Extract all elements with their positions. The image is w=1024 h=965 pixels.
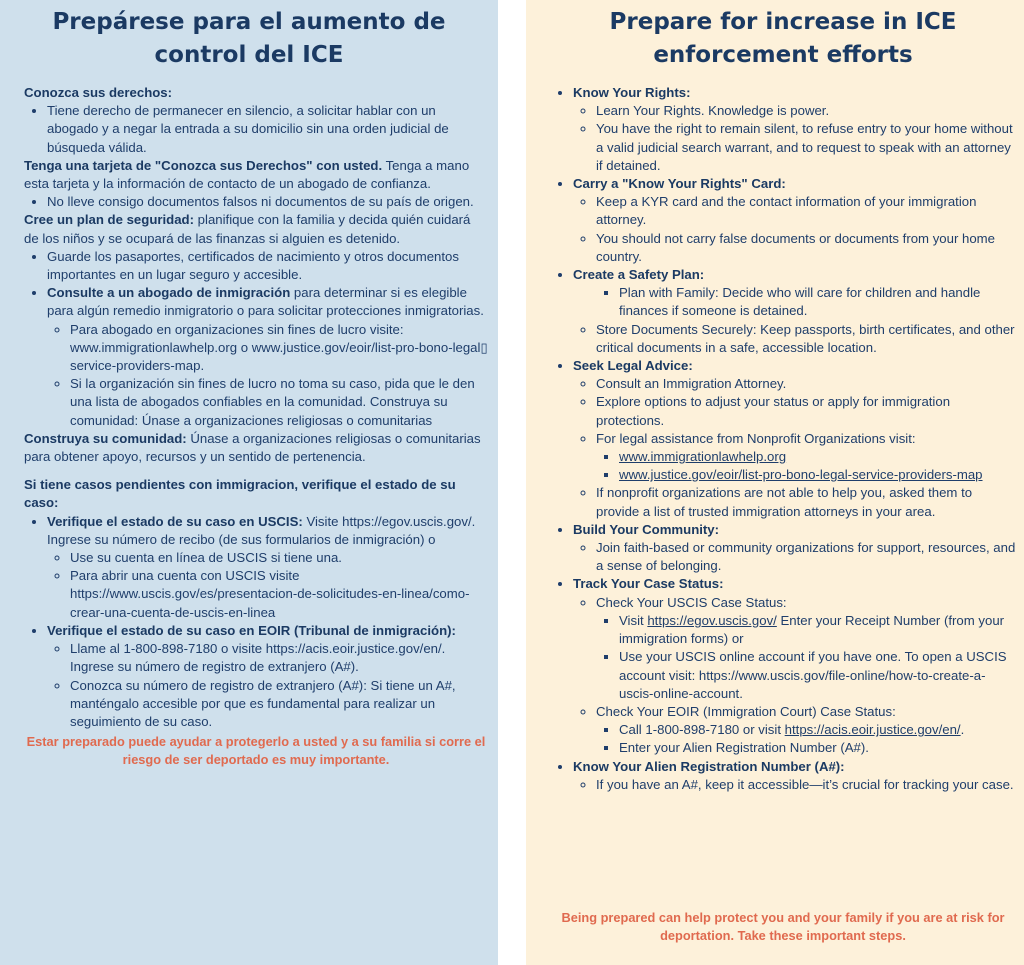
spanish-warning: Estar preparado puede ayudar a protegerlo a usted y a su familia si corre el riesgo de ser deportado es muy importante. [26, 734, 486, 768]
list-item [619, 466, 1016, 484]
list-item: ▪ Visit https://egov.uscis.gov/ Enter your Receipt Number (from your immigration forms) or [619, 612, 1016, 648]
list-item: ◦ Keep a KYR card and the contact information of your immigration attorney. [596, 193, 1016, 229]
list-item: • Verifique el estado de su caso en USCIS: Visite https://egov.uscis.gov/. Ingrese su número de recibo (de sus formularios de inmigración) o ◦ Use su cuenta en línea de USCIS si tiene una. ◦ Para abrir una cuenta con USCIS visite https://www.uscis.gov/es/presentacion-de-solicitudes-en-linea/como-crear-una-cuenta-de-uscis-en-linea [47, 513, 488, 622]
section-community: • Build Your Community: ◦ Join faith-based or community organizations for support, resources, and a sense of belonging. [573, 521, 1016, 576]
list-item: ◦ Check Your EOIR (Immigration Court) Case Status: ▪ Call 1-800-898-7180 or visit https://acis.eoir.justice.gov/en/. ▪ Enter your Alien Registration Number (A#). [596, 703, 1016, 758]
list-item: ▪ Enter your Alien Registration Number (A#). [619, 739, 1016, 757]
section-safety-plan: • Create a Safety Plan: ▪ Plan with Family: Decide who will care for children and handle finances if someone is detained. ◦ Store Documents Securely: Keep passports, birth certificates, and other critical documents in a safe, accessible location. [573, 266, 1016, 357]
list-item: • Consulte a un abogado de inmigración para determinar si es elegible para algún remedio inmigratorio o para solicitar protecciones inmigratorias. ◦ Para abogado en organizaciones sin fines de lucro visite: www.immigrationlawhelp.org o www.justice.gov/eoir/list-pro-bono-legal▯ service-providers-map. ◦ Si la organización sin fines de lucro no toma su caso, pida que le den una lista de abogados confiables en la comunidad. Construya su comunidad: Únase a organizaciones religiosas o comunitarias [47, 284, 488, 430]
list-item: ◦ You have the right to remain silent, to refuse entry to your home without a valid judicial search warrant, and to request to speak with an attorney if detained. [596, 120, 1016, 175]
kyr-card-paragraph: Tenga una tarjeta de "Conozca sus Derechos" con usted. Tenga a mano esta tarjeta y la información de contacto de un abogado de confianza. [24, 157, 470, 192]
justice-gov-link[interactable]: www.justice.gov/eoir/list-pro-bono-legal-service-providers-map [619, 467, 983, 483]
list-item: ◦ If you have an A#, keep it accessible—it’s crucial for tracking your case. [596, 776, 1016, 794]
list-item: ◦ Check Your USCIS Case Status: ▪ Visit https://egov.uscis.gov/ Enter your Receipt Number (from your immigration forms) or ▪ Use your USCIS online account if you have one. To open a USCIS account visit: https://www.uscis.gov/file-online/how-to-create-a-uscis-online-account. [596, 594, 1016, 703]
list-item: ◦ Consult an Immigration Attorney. [596, 375, 1016, 393]
list-item: ▪ Plan with Family: Decide who will care for children and handle finances if someone is detained. [619, 284, 1016, 320]
list-item: ◦ For legal assistance from Nonprofit Organizations visit: ▪ www.immigrationlawhelp.org ▪ www.justice.gov/eoir/list-pro-bono-legal-service-providers-map [596, 430, 1016, 485]
list-item: ◦ Para abogado en organizaciones sin fines de lucro visite: www.immigrationlawhelp.org o www.justice.gov/eoir/list-pro-bono-legal▯ service-providers-map. [70, 321, 488, 376]
section-know-rights: • Know Your Rights: ◦ Learn Your Rights. Knowledge is power. ◦ You have the right to remain silent, to refuse entry to your home without a valid judicial search warrant, and to request to speak with an attorney if detained. [573, 84, 1016, 175]
section-case-status: • Track Your Case Status: ◦ Check Your USCIS Case Status: ▪ Visit https://egov.uscis.gov/ Enter your Receipt Number (from your immigration forms) or ▪ Use your USCIS online account if you have one. To open a USCIS account visit: https://www.uscis.gov/file-online/how-to-create-a-uscis-online-account. ◦ Check Your EOIR (Immigration Court) Case Status: ▪ Call 1-800-898-7180 or visit https://acis.eoir.justice.gov/en/. ▪ Enter your Alien Registration Number (A#). [573, 575, 1016, 757]
english-title: Prepare for increase in ICE enforcement efforts [609, 9, 957, 68]
immigrationlawhelp-link[interactable]: www.immigrationlawhelp.org [619, 449, 787, 465]
list-item: ◦ If nonprofit organizations are not able to help you, asked them to provide a list of trusted immigration attorneys in your area. [596, 484, 1016, 520]
section-alien-number: • Know Your Alien Registration Number (A#): ◦ If you have an A#, keep it accessible—it’s crucial for tracking your case. [573, 758, 1016, 794]
list-item: • Verifique el estado de su caso en EOIR (Tribunal de inmigración): ◦ Llame al 1-800-898-7180 o visite https://acis.eoir.justice.gov/en/. Ingrese su número de registro de extranjero (A#). ◦ Conozca su número de registro de extranjero (A#): Si tiene un A#, manténgalo accesible por que es fundamental para realizar un seguimiento de su caso. [47, 622, 488, 731]
list-item [619, 448, 1016, 466]
list-item: ◦ Learn Your Rights. Knowledge is power. [596, 102, 1016, 120]
list-item: ▪ Call 1-800-898-7180 or visit https://acis.eoir.justice.gov/en/. [619, 721, 1016, 739]
list-item: ▪ Use your USCIS online account if you have one. To open a USCIS account visit: https://www.uscis.gov/file-online/how-to-create-a-uscis-online-account. [619, 648, 1016, 703]
list-item: ◦ Llame al 1-800-898-7180 o visite https://acis.eoir.justice.gov/en/. Ingrese su número de registro de extranjero (A#). [70, 640, 488, 676]
pending-cases-heading: Si tiene casos pendientes con immigracion, verifique el estado de su caso: [24, 477, 456, 511]
list-item: ◦ Explore options to adjust your status or apply for immigration protections. [596, 393, 1016, 429]
spanish-title: Prepárese para el aumento de control del ICE [52, 9, 446, 68]
english-warning: Being prepared can help protect you and your family if you are at risk for deportation. Take these important steps. [561, 910, 1005, 943]
english-panel [526, 0, 1024, 965]
list-item: ◦ Si la organización sin fines de lucro no toma su caso, pida que le den una lista de abogados confiables en la comunidad. Construya su comunidad: Únase a organizaciones religiosas o comunitarias [70, 375, 488, 430]
list-item: ◦ Para abrir una cuenta con USCIS visite https://www.uscis.gov/es/presentacion-de-solicitudes-en-linea/como-crear-una-cuenta-de-uscis-en-linea [70, 567, 488, 622]
list-item: ◦ You should not carry false documents or documents from your home country. [596, 230, 1016, 266]
safety-plan-paragraph: Cree un plan de seguridad: planifique con la familia y decida quién cuidará de los niños y se ocupará de las finanzas si alguien es detenido. [24, 212, 471, 246]
acis-eoir-link[interactable]: https://acis.eoir.justice.gov/en/ [784, 722, 961, 738]
list-item: • Guarde los pasaportes, certificados de nacimiento y otros documentos importantes en un lugar seguro y accesible. [47, 248, 488, 284]
section-legal-advice: • Seek Legal Advice: ◦ Consult an Immigration Attorney. ◦ Explore options to adjust your status or apply for immigration protections. ◦ For legal assistance from Nonprofit Organizations visit: ▪ www.immigrationlawhelp.org ▪ www.justice.gov/eoir/list-pro-bono-legal-service-providers-map ◦ If nonprofit organizations are not able to help you, asked them to provide a list of trusted immigration attorneys in your area. [573, 357, 1016, 521]
list-item: • Tiene derecho de permanecer en silencio, a solicitar hablar con un abogado y a negar la entrada a su domicilio sin una orden judicial de búsqueda válida. [47, 102, 488, 157]
list-item: • No lleve consigo documentos falsos ni documentos de su país de origen. [47, 193, 488, 211]
list-item: ◦ Conozca su número de registro de extranjero (A#): Si tiene un A#, manténgalo accesible por que es fundamental para realizar un seguimiento de su caso. [70, 677, 488, 732]
section-kyr-card: • Carry a "Know Your Rights" Card: ◦ Keep a KYR card and the contact information of your immigration attorney. ◦ You should not carry false documents or documents from your home country. [573, 175, 1016, 266]
spanish-panel [0, 0, 498, 965]
community-paragraph: Construya su comunidad: Únase a organizaciones religiosas o comunitarias para obtener apoyo, recursos y un sentido de pertenencia. [24, 430, 481, 465]
know-rights-heading: Conozca sus derechos: [24, 85, 173, 100]
list-item: ◦ Join faith-based or community organizations for support, resources, and a sense of belonging. [596, 539, 1016, 575]
list-item: ◦ Store Documents Securely: Keep passports, birth certificates, and other critical documents in a safe, accessible location. [596, 321, 1016, 357]
list-item: ◦ Use su cuenta en línea de USCIS si tiene una. [70, 549, 488, 567]
egov-uscis-link[interactable]: https://egov.uscis.gov/ [647, 612, 777, 628]
